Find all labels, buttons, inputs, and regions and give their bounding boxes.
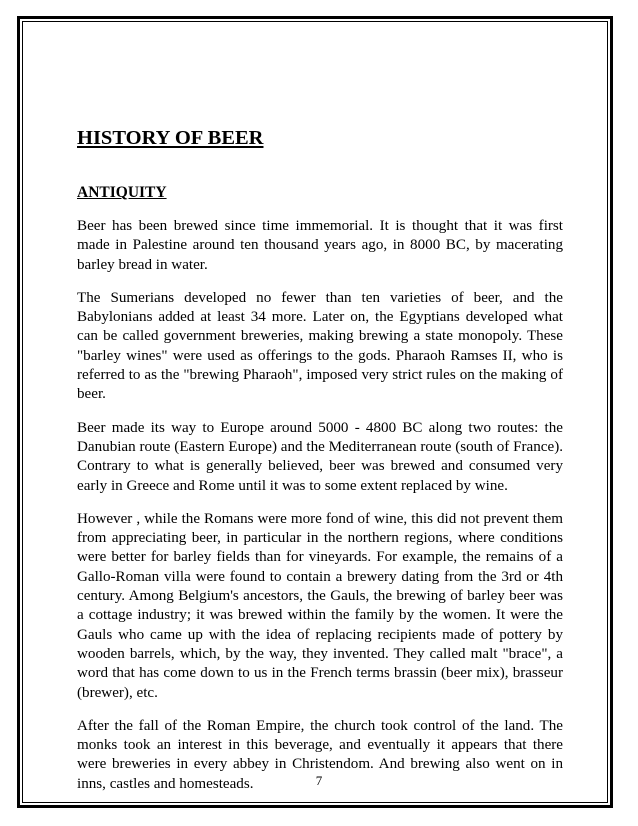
paragraph-3: Beer made its way to Europe around 5000 - 4800 BC along two routes: the Danubian route (Eastern Europe) and the Mediterranean route (south of France). Contrary to what is generally believed, beer was brewed and consumed very early in Greece and Rome until it was to some extent replaced by wine. [77,419,563,494]
page-title: HISTORY OF BEER [77,127,264,149]
paragraph-5: After the fall of the Roman Empire, the church took control of the land. The monks took an interest in this beverage, and eventually it appears that there were breweries in every abbey in Christendom. And brewing also went on in inns, castles and homesteads. [77,717,563,792]
paragraph-4: However , while the Romans were more fond of wine, this did not prevent them from appreciating beer, in particular in the northern regions, where conditions were better for barley fields than for vineyards. For example, the remains of a Gallo-Roman villa were found to contain a brewery dating from the 3rd or 4th century. Among Belgium's ancestors, the Gauls, the brewing of barley beer was a cottage industry; it was brewed within the family by the women. It were the Gauls who came up with the idea of replacing recipients made of pottery by wooden barrels, which, by the way, they invented. They called malt "brace", a word that has come down to us in the French terms brassin (beer mix), brasseur (brewer), etc. [77,510,563,701]
paragraph-1: Beer has been brewed since time immemorial. It is thought that it was first made in Palestine around ten thousand years ago, in 8000 BC, by macerating barley bread in water. [77,218,563,273]
page-number: 7 [315,773,323,788]
page-content [77,127,563,794]
paragraph-2: The Sumerians developed no fewer than ten varieties of beer, and the Babylonians added at least 34 more. Later on, the Egyptians developed what can be called government breweries, making brewing a state monopoly. These "barley wines" were used as offerings to the gods. Pharaoh Ramses II, who is referred to as the "brewing Pharaoh", imposed very strict rules on the making of beer. [77,289,563,403]
section-heading: ANTIQUITY [77,184,167,201]
